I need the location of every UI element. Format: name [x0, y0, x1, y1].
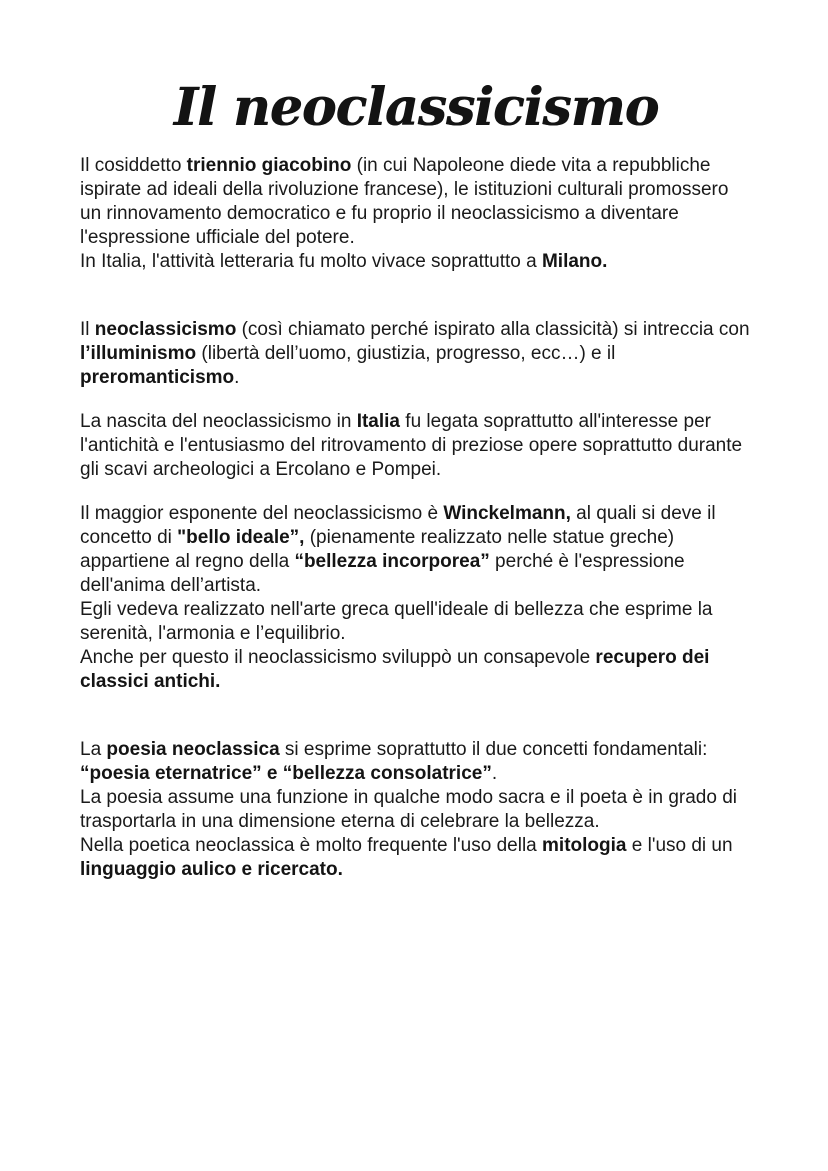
paragraph-1: [80, 154, 752, 274]
blank-line: [80, 714, 752, 718]
text-run: si esprime soprattutto il due concetti fondamentali:: [279, 739, 708, 760]
bold-text-run: "bello ideale”,: [177, 527, 305, 548]
page-title: Il neoclassicismo: [173, 77, 659, 138]
bold-text-run: mitologia: [542, 835, 627, 856]
bold-text-run: triennio giacobino: [186, 155, 352, 176]
text-run: Il maggior esponente del neoclassicismo è: [80, 503, 444, 524]
text-run: (pienamente realizzato nelle statue greche) appartiene al regno della: [80, 527, 675, 572]
bold-text-run: Winckelmann,: [443, 503, 571, 524]
bold-text-run: poesia neoclassica: [106, 739, 280, 760]
bold-text-run: Italia: [356, 411, 401, 432]
bold-text-run: recupero dei classici antichi.: [80, 647, 710, 692]
document-body: [80, 154, 752, 882]
blank-line: [80, 294, 752, 298]
text-run: Anche per questo il neoclassicismo sviluppò un consapevole: [80, 647, 596, 668]
text-run: In Italia, l'attività letteraria fu molto vivace soprattutto a: [80, 251, 542, 272]
text-run: (così chiamato perché ispirato alla classicità) si intreccia con: [236, 319, 750, 340]
paragraph-3: [80, 410, 752, 482]
text-run: La nascita del neoclassicismo in: [80, 411, 357, 432]
text-run: e l'uso di un: [626, 835, 733, 856]
text-run: Nella poetica neoclassica è molto frequente l'uso della: [80, 835, 543, 856]
paragraph-2: [80, 318, 752, 390]
text-run: La poesia assume una funzione in qualche modo sacra e il poeta è in grado di trasportarla in una dimensione eterna di celebrare la bellezza.: [80, 787, 737, 832]
text-run: perché è l'espressione dell'anima dell’artista.: [80, 551, 685, 596]
bold-text-run: l’illuminismo: [80, 343, 197, 364]
bold-text-run: “poesia eternatrice” e “bellezza consolatrice”: [80, 763, 492, 784]
bold-text-run: Milano.: [541, 251, 608, 272]
text-run: (in cui Napoleone diede vita a repubbliche ispirate ad ideali della rivoluzione francese), le istituzioni culturali promossero un rinnovamento democratico e fu proprio il neoclassicismo a diventare l'espressione ufficiale del potere.: [80, 155, 729, 248]
text-run: fu legata soprattutto all'interesse per l'antichità e l'entusiasmo del ritrovamento di preziose opere soprattutto durante gli scavi archeologici a Ercolano e Pompei.: [80, 411, 743, 480]
bold-text-run: preromanticismo: [80, 367, 235, 388]
text-run: (libertà dell’uomo, giustizia, progresso, ecc…) e il: [196, 343, 616, 364]
paragraph-4: [80, 502, 752, 694]
text-run: al quali si deve il concetto di: [80, 503, 716, 548]
text-run: Il: [80, 319, 95, 340]
bold-text-run: neoclassicismo: [94, 319, 237, 340]
text-run: Il cosiddetto: [80, 155, 187, 176]
text-run: La: [80, 739, 107, 760]
paragraph-5: [80, 738, 752, 882]
text-run: Egli vedeva realizzato nell'arte greca quell'ideale di bellezza che esprime la serenità, l'armonia e l’equilibrio.: [80, 599, 713, 644]
text-run: .: [234, 367, 240, 388]
bold-text-run: linguaggio aulico e ricercato.: [80, 859, 343, 880]
text-run: .: [491, 763, 498, 784]
bold-text-run: “bellezza incorporea”: [294, 551, 490, 572]
